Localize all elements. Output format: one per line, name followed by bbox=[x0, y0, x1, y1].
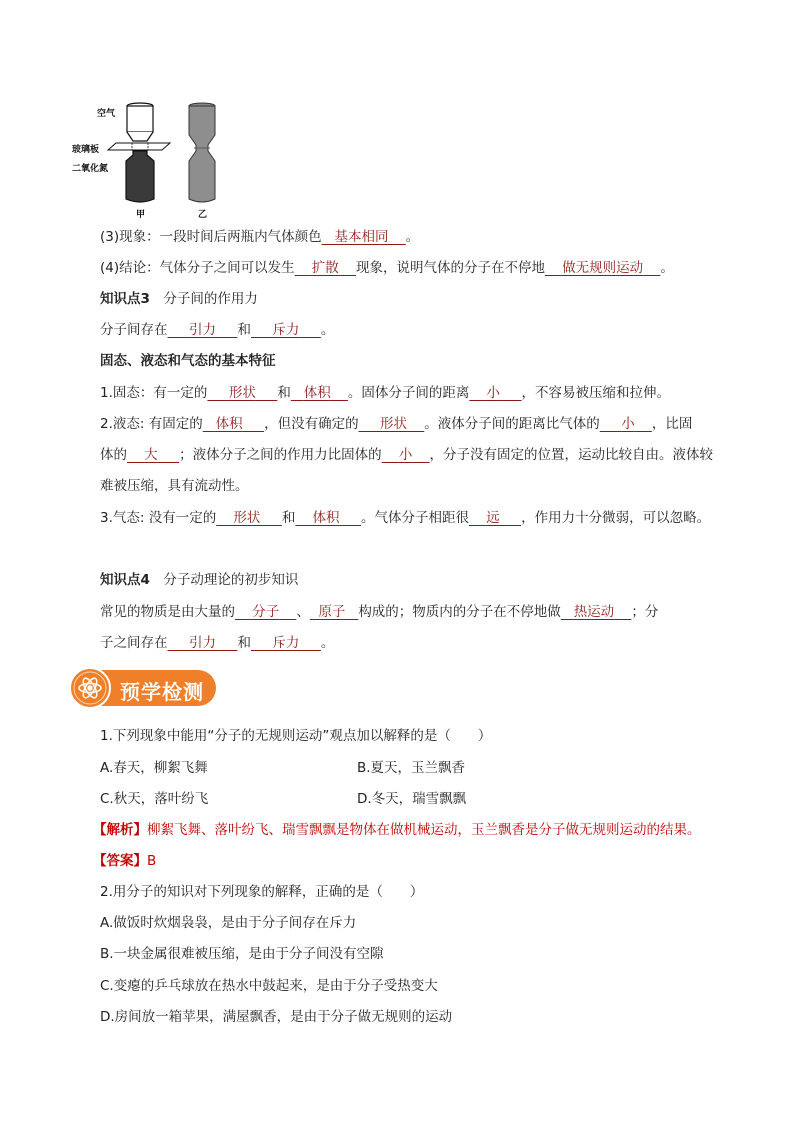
answer-blank: 原子 bbox=[318, 604, 346, 620]
q2-option-a: A.做饭时炊烟袅袅，是由于分子间存在斥力 bbox=[100, 915, 357, 931]
answer-blank: 形状 bbox=[228, 385, 256, 401]
q1-option-b: B.夏天，玉兰飘香 bbox=[357, 760, 466, 776]
answer-blank: 体积 bbox=[312, 510, 340, 526]
jia-label: 甲 bbox=[136, 210, 146, 220]
knowledge-point-4-title: 知识点4 分子动理论的初步知识 bbox=[100, 572, 299, 588]
question-1-stem: 1.下列现象中能用“分子的无规则运动”观点加以解释的是（ ） bbox=[100, 728, 492, 744]
intermolecular-force-line: 分子间存在 引力 和 斥力 。 bbox=[100, 322, 335, 338]
q2-option-d: D.房间放一箱苹果，满屋飘香，是由于分子做无规则的运动 bbox=[100, 1009, 453, 1025]
bottles-illustration bbox=[70, 95, 230, 220]
answer-blank: 热运动 bbox=[573, 604, 615, 620]
answer-blank: 引力 bbox=[188, 322, 216, 338]
q1-analysis: 【解析】柳絮飞舞、落叶纷飞、瑞雪飘飘是物体在做机械运动，玉兰飘香是分子做无规则运动的结果。 bbox=[93, 822, 701, 838]
conclusion-line: (4)结论：气体分子之间可以发生 扩散 现象，说明气体的分子在不停地 做无规则运动 。 bbox=[100, 260, 674, 276]
liquid-line-2: 体的 大 ；液体分子之间的作用力比固体的 小 ，分子没有固定的位置，运动比较自由。液体较 bbox=[100, 447, 713, 463]
glass-plate-label: 玻璃板 bbox=[72, 145, 100, 155]
answer-blank: 大 bbox=[144, 447, 158, 463]
answer-blank: 体积 bbox=[215, 416, 243, 432]
answer-blank: 小 bbox=[398, 447, 413, 463]
answer-blank: 体积 bbox=[303, 385, 331, 401]
gas-line: 3.气态: 没有一定的 形状 和 体积 。气体分子相距很 远 ，作用力十分微弱，可以忽略。 bbox=[100, 510, 711, 526]
solid-line: 1.固态：有一定的 形状 和 体积 。固体分子间的距离 小 ，不容易被压缩和拉伸。 bbox=[100, 385, 671, 401]
q1-option-a: A.春天，柳絮飞舞 bbox=[100, 760, 208, 776]
molecular-theory-line-1: 常见的物质是由大量的 分子 、 原子 构成的；物质内的分子在不停地做 热运动 ；分 bbox=[100, 604, 659, 620]
molecular-theory-line-2: 子之间存在 引力 和 斥力 。 bbox=[100, 635, 335, 651]
answer-blank: 做无规则运动 bbox=[562, 260, 644, 276]
q1-option-c: C.秋天，落叶纷飞 bbox=[100, 791, 209, 807]
yi-label: 乙 bbox=[198, 210, 208, 220]
answer-blank: 斥力 bbox=[272, 322, 300, 338]
banner-title: 预学检测 bbox=[120, 680, 204, 704]
answer-blank: 形状 bbox=[380, 416, 408, 432]
phenomenon-line: (3)现象：一段时间后两瓶内气体颜色 基本相同 。 bbox=[100, 229, 420, 245]
q1-answer: 【答案】B bbox=[93, 853, 157, 869]
answer-blank: 形状 bbox=[233, 510, 261, 526]
air-label: 空气 bbox=[97, 109, 116, 119]
answer-blank: 基本相同 bbox=[334, 229, 389, 245]
answer-blank: 斥力 bbox=[272, 635, 300, 651]
answer-blank: 小 bbox=[486, 385, 501, 401]
knowledge-point-3-title: 知识点3 分子间的作用力 bbox=[100, 291, 258, 307]
diffusion-experiment-figure bbox=[70, 95, 230, 220]
q2-option-c: C.变瘪的乒乓球放在热水中鼓起来，是由于分子受热变大 bbox=[100, 978, 438, 994]
states-title: 固态、液态和气态的基本特征 bbox=[100, 353, 276, 369]
q1-option-d: D.冬天，瑞雪飘飘 bbox=[357, 791, 467, 807]
question-2-stem: 2.用分子的知识对下列现象的解释，正确的是（ ） bbox=[100, 884, 424, 900]
answer-blank: 小 bbox=[621, 416, 635, 432]
answer-blank: 远 bbox=[486, 510, 500, 526]
liquid-line-1: 2.液态: 有固定的 体积 ，但没有确定的 形状 。液体分子间的距离比气体的 小 ，比固 bbox=[100, 416, 693, 432]
answer-blank: 分子 bbox=[252, 604, 280, 620]
answer-blank: 引力 bbox=[188, 635, 216, 651]
no2-label: 二氧化氮 bbox=[72, 164, 109, 174]
liquid-line-3: 难被压缩，具有流动性。 bbox=[100, 478, 249, 494]
answer-blank: 扩散 bbox=[311, 260, 339, 276]
q2-option-b: B.一块金属很难被压缩，是由于分子间没有空隙 bbox=[100, 946, 384, 962]
